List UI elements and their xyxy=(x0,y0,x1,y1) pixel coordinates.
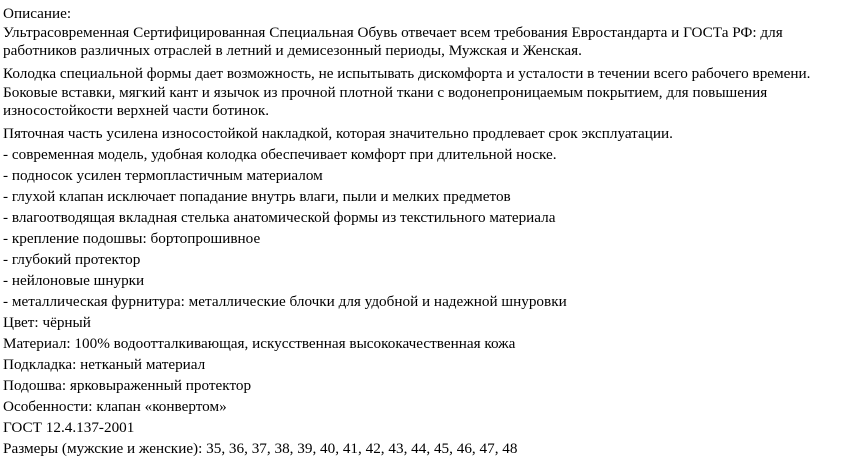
spec-material: Материал: 100% водоотталкивающая, искусственная высококачественная кожа xyxy=(3,335,516,352)
feature-item: - подносок усилен термопластичным материалом xyxy=(3,167,323,184)
feature-item: - нейлоновые шнурки xyxy=(3,272,145,289)
spec-color: Цвет: чёрный xyxy=(3,314,91,331)
spec-sole: Подошва: ярковыраженный протектор xyxy=(3,377,252,394)
feature-item: - крепление подошвы: бортопрошивное xyxy=(3,230,261,247)
product-description xyxy=(3,3,847,459)
feature-item: - современная модель, удобная колодка обеспечивает комфорт при длительной носке. xyxy=(3,146,557,163)
feature-item: - металлическая фурнитура: металлические блочки для удобной и надежной шнуровки xyxy=(3,293,567,310)
spec-sizes: Размеры (мужские и женские): 35, 36, 37, 38, 39, 40, 41, 42, 43, 44, 45, 46, 47, 48 xyxy=(3,440,518,457)
description-intro: Ультрасовременная Сертифицированная Специальная Обувь отвечает всем требования Евростандарта и ГОСТа РФ: для работников различных отраслей в летний и демисезонный периоды, Мужская и Женская. xyxy=(3,24,783,59)
spec-lining: Подкладка: нетканый материал xyxy=(3,356,206,373)
spec-gost: ГОСТ 12.4.137-2001 xyxy=(3,419,135,436)
description-side-inserts: Боковые вставки, мягкий кант и язычок из прочной плотной ткани с водонепроницаемым покрытием, для повышения износостойкости верхней части ботинок. xyxy=(3,84,768,119)
feature-item: - глухой клапан исключает попадание внутрь влаги, пыли и мелких предметов xyxy=(3,188,511,205)
feature-item: - глубокий протектор xyxy=(3,251,141,268)
description-heel: Пяточная часть усилена износостойкой накладкой, которая значительно продлевает срок эксплуатации. xyxy=(3,125,673,142)
feature-item: - влагоотводящая вкладная стелька анатомической формы из текстильного материала xyxy=(3,209,556,226)
description-heading: Описание: xyxy=(3,5,72,22)
description-last-paragraph: Колодка специальной формы дает возможность, не испытывать дискомфорта и усталости в течении всего рабочего времени. xyxy=(3,65,811,82)
spec-features: Особенности: клапан «конвертом» xyxy=(3,398,227,415)
